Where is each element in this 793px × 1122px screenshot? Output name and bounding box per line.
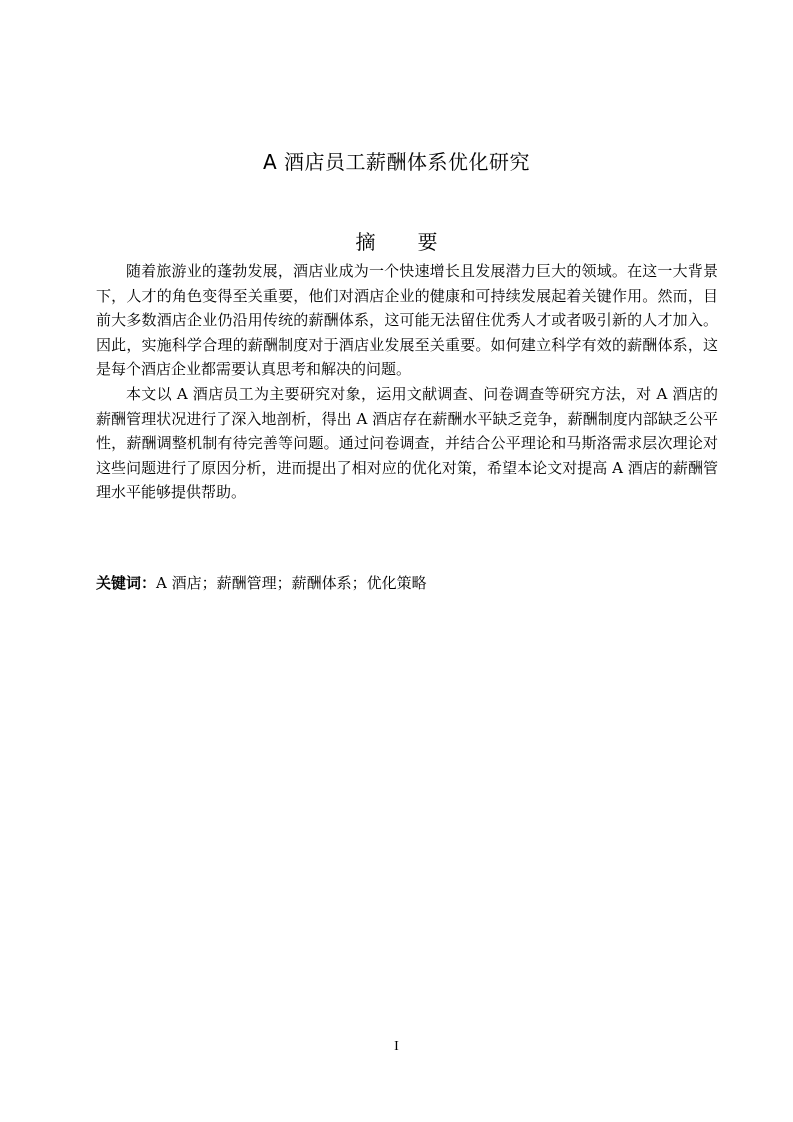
abstract-body xyxy=(96,259,718,505)
keywords-line xyxy=(96,571,718,595)
page-number: I xyxy=(394,1039,399,1054)
abstract-heading xyxy=(0,228,793,256)
abstract-paragraph-1: 随着旅游业的蓬勃发展，酒店业成为一个快速增长且发展潜力巨大的领域。在这一大背景下，人才的角色变得至关重要，他们对酒店企业的健康和可持续发展起着关键作用。然而，目前大多数酒店企业仍沿用传统的薪酬体系，这可能无法留住优秀人才或者吸引新的人才加入。因此，实施科学合理的薪酬制度对于酒店业发展至关重要。如何建立科学有效的薪酬体系，这是每个酒店企业都需要认真思考和解决的问题。 xyxy=(96,262,718,379)
abstract-heading-char-1: 摘 xyxy=(355,230,376,254)
keywords-value: A 酒店；薪酬管理；薪酬体系；优化策略 xyxy=(156,574,427,592)
document-title: A 酒店员工薪酬体系优化研究 xyxy=(262,150,531,174)
abstract-paragraph-2: 本文以 A 酒店员工为主要研究对象，运用文献调查、问卷调查等研究方法，对 A 酒店的薪酬管理状况进行了深入地剖析，得出 A 酒店存在薪酬水平缺乏竞争，薪酬制度内部缺乏公平性，薪酬调整机制有待完善等问题。通过问卷调查，并结合公平理论和马斯洛需求层次理论对这些问题进行了原因分析，进而提出了相对应的优化对策，希望本论文对提高 A 酒店的薪酬管理水平能够提供帮助。 xyxy=(96,384,718,502)
abstract-heading-char-2: 要 xyxy=(417,230,438,254)
keywords-label: 关键词： xyxy=(96,574,157,592)
